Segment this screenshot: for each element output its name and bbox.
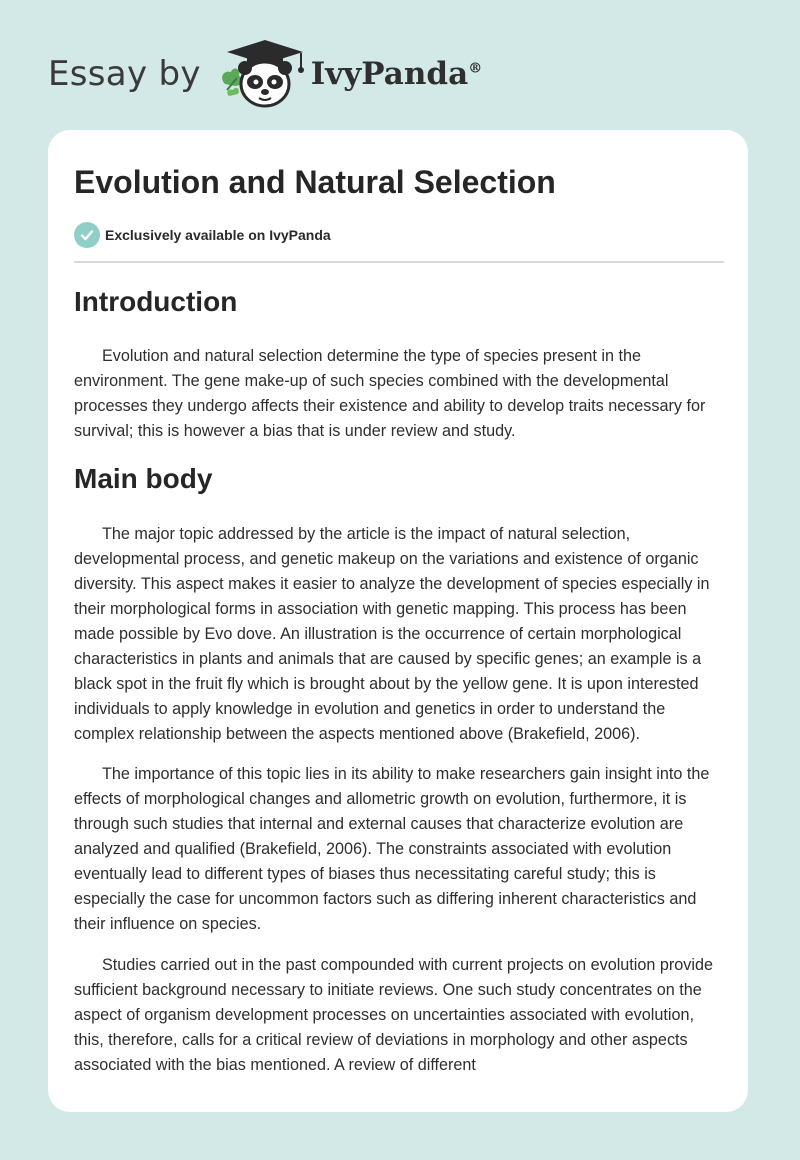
paragraph: Evolution and natural selection determine the type of species present in the environment. The gene make-up of such species combined with the developmental processes they undergo affects their existence and ability to develop traits necessary for survival; this is however a bias that is under review and study. xyxy=(74,347,706,440)
essay-by-label: Essay by xyxy=(48,54,201,94)
check-circle-icon xyxy=(74,222,100,248)
exclusive-badge xyxy=(74,222,331,248)
paragraph: The importance of this topic lies in its ability to make researchers gain insight into the effects of morphological changes and allometric growth on evolution, furthermore, it is through such studies that internal and external causes that characterize evolution are analyzed and qualified (Brakefield, 2006). The constraints associated with evolution eventually lead to different types of biases thus necessitating careful study; this is especially the case for uncommon factors such as differing inherent characteristics and their influence on species. xyxy=(74,765,710,933)
section-heading-main-body: Main body xyxy=(74,463,213,494)
exclusive-badge-label: Exclusively available on IvyPanda xyxy=(105,227,331,243)
title-divider xyxy=(74,261,724,263)
section-heading-introduction: Introduction xyxy=(74,286,238,317)
article-card xyxy=(48,130,748,1112)
article-title: Evolution and Natural Selection xyxy=(74,164,556,200)
paragraph: The major topic addressed by the article is the impact of natural selection, developmental process, and genetic makeup on the variations and existence of organic diversity. This aspect makes it easier to analyze the development of species especially in their morphological forms in association with genetic mapping. This process has been made possible by Evo dove. An illustration is the occurrence of certain morphological characteristics in plants and animals that are caused by specific genes; an example is a black spot in the fruit fly which is brought about by the yellow gene. It is upon interested individuals to apply knowledge in evolution and genetics in order to understand the complex relationship between the aspects mentioned above (Brakefield, 2006). xyxy=(74,525,710,743)
paragraph: Studies carried out in the past compounded with current projects on evolution provide sufficient background necessary to initiate reviews. One such study concentrates on the aspect of organism development processes on uncertainties associated with evolution, this, therefore, calls for a critical review of deviations in morphology and other aspects associated with the bias mentioned. A review of different xyxy=(74,956,713,1074)
brand-wordmark: IvyPanda® xyxy=(310,56,483,92)
panda-logo-icon xyxy=(217,38,309,110)
site-header xyxy=(48,38,482,110)
